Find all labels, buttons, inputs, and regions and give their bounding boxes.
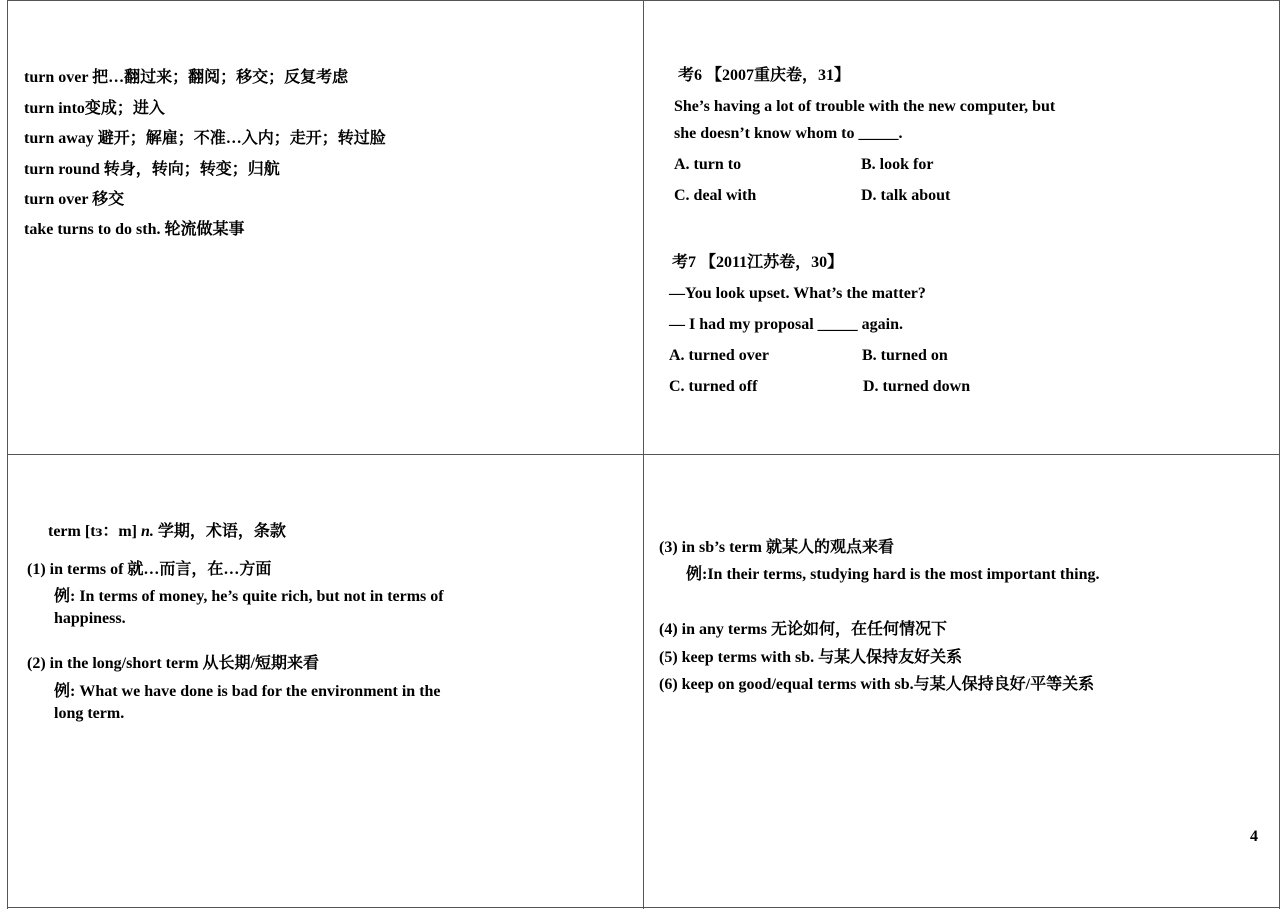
term-example-1-line1: 例: In terms of money, he’s quite rich, but not in terms of [54,588,444,605]
exercise-7-option-a: A. turned over [669,347,769,364]
exercise-7-option-b: B. turned on [862,347,948,364]
term-item-3: (3) in sb’s term 就某人的观点来看 [659,539,894,556]
term-item-6: (6) keep on good/equal terms with sb.与某人保持良好/平等关系 [659,676,1095,693]
phrase-turn-over-2: turn over 移交 [24,191,125,208]
exercise-6-stem-line2: she doesn’t know whom to _____. [674,125,903,142]
exercise-6-heading: 考6 【2007重庆卷，31】 [678,67,851,84]
term-example-2-line1: 例: What we have done is bad for the environment in the [54,683,441,700]
exercise-7-option-d: D. turned down [863,378,971,395]
exercise-6-stem-line1: She’s having a lot of trouble with the new computer, but [674,98,1056,115]
term-headword-line [48,522,286,542]
exercise-6-option-d: D. talk about [861,187,951,204]
term-item-4: (4) in any terms 无论如何，在任何情况下 [659,621,947,638]
phrase-turn-away: turn away 避开；解雇；不准…入内；走开；转过脸 [24,130,386,147]
page-number: 4 [1250,828,1258,845]
frame-horizontal-divider [7,454,1280,455]
term-item-2: (2) in the long/short term 从长期/短期来看 [27,655,319,672]
term-example-1-line2: happiness. [54,610,126,627]
term-item-5: (5) keep terms with sb. 与某人保持友好关系 [659,649,963,666]
term-headword: term [tɜ：m] [48,523,142,540]
exercise-6-option-c: C. deal with [674,187,757,204]
phrase-turn-over: turn over 把…翻过来；翻阅；移交；反复考虑 [24,69,349,86]
phrase-turn-round: turn round 转身，转向；转变；归航 [24,161,280,178]
term-example-2-line2: long term. [54,705,125,722]
exercise-7-stem-line2: — I had my proposal _____ again. [669,316,903,333]
exercise-6-option-b: B. look for [861,156,934,173]
exercise-6-option-a: A. turn to [674,156,742,173]
phrase-turn-into: turn into变成；进入 [24,100,165,117]
exercise-7-heading: 考7 【2011江苏卷，30】 [672,254,844,271]
term-item-1: (1) in terms of 就…而言，在…方面 [27,561,272,578]
term-part-of-speech: n. [141,523,154,540]
exercise-7-option-c: C. turned off [669,378,758,395]
exercise-7-stem-line1: —You look upset. What’s the matter? [669,285,926,302]
phrase-take-turns: take turns to do sth. 轮流做某事 [24,221,245,238]
term-example-3: 例:In their terms, studying hard is the most important thing. [686,566,1100,583]
term-meaning: 学期，术语，条款 [153,523,286,540]
